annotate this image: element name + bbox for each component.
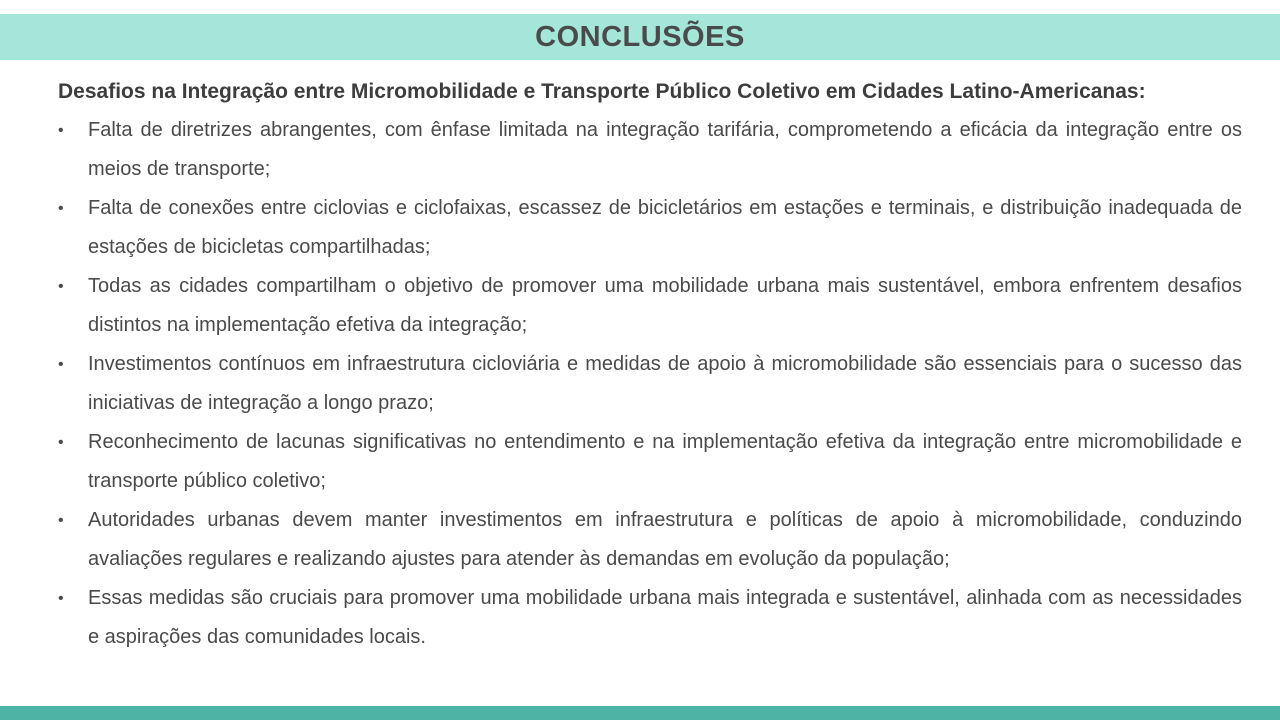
bullet-icon: • (58, 200, 64, 217)
bullet-icon: • (58, 434, 64, 451)
footer-bar (0, 706, 1280, 720)
list-item (58, 111, 1242, 189)
list-item (58, 189, 1242, 267)
list-item (58, 579, 1242, 657)
bullet-icon: • (58, 122, 64, 139)
list-item-text: Essas medidas são cruciais para promover uma mobilidade urbana mais integrada e sustentável, alinhada com as necessidades e aspirações das comunidades locais. (88, 587, 1242, 648)
conclusions-list (58, 111, 1242, 657)
bullet-icon: • (58, 512, 64, 529)
page-title: CONCLUSÕES (535, 20, 745, 53)
slide-content (58, 72, 1242, 657)
list-item (58, 345, 1242, 423)
list-item-text: Falta de diretrizes abrangentes, com ênfase limitada na integração tarifária, comprometendo a eficácia da integração entre os meios de transporte; (88, 119, 1242, 180)
list-item-text: Reconhecimento de lacunas significativas no entendimento e na implementação efetiva da integração entre micromobilidade e transporte público coletivo; (88, 431, 1242, 492)
list-item (58, 501, 1242, 579)
bullet-icon: • (58, 278, 64, 295)
list-item-text: Investimentos contínuos em infraestrutura cicloviária e medidas de apoio à micromobilidade são essenciais para o sucesso das iniciativas de integração a longo prazo; (88, 353, 1242, 414)
list-item (58, 423, 1242, 501)
list-item-text: Autoridades urbanas devem manter investimentos em infraestrutura e políticas de apoio à micromobilidade, conduzindo avaliações regulares e realizando ajustes para atender às demandas em evolução da população; (88, 509, 1242, 570)
list-item-text: Falta de conexões entre ciclovias e ciclofaixas, escassez de bicicletários em estações e terminais, e distribuição inadequada de estações de bicicletas compartilhadas; (88, 197, 1242, 258)
bullet-icon: • (58, 356, 64, 373)
list-item (58, 267, 1242, 345)
bullet-icon: • (58, 590, 64, 607)
section-subtitle: Desafios na Integração entre Micromobilidade e Transporte Público Coletivo em Cidades Latino-Americanas: (58, 80, 1146, 103)
list-item-text: Todas as cidades compartilham o objetivo de promover uma mobilidade urbana mais sustentável, embora enfrentem desafios distintos na implementação efetiva da integração; (88, 275, 1242, 336)
title-bar (0, 14, 1280, 60)
